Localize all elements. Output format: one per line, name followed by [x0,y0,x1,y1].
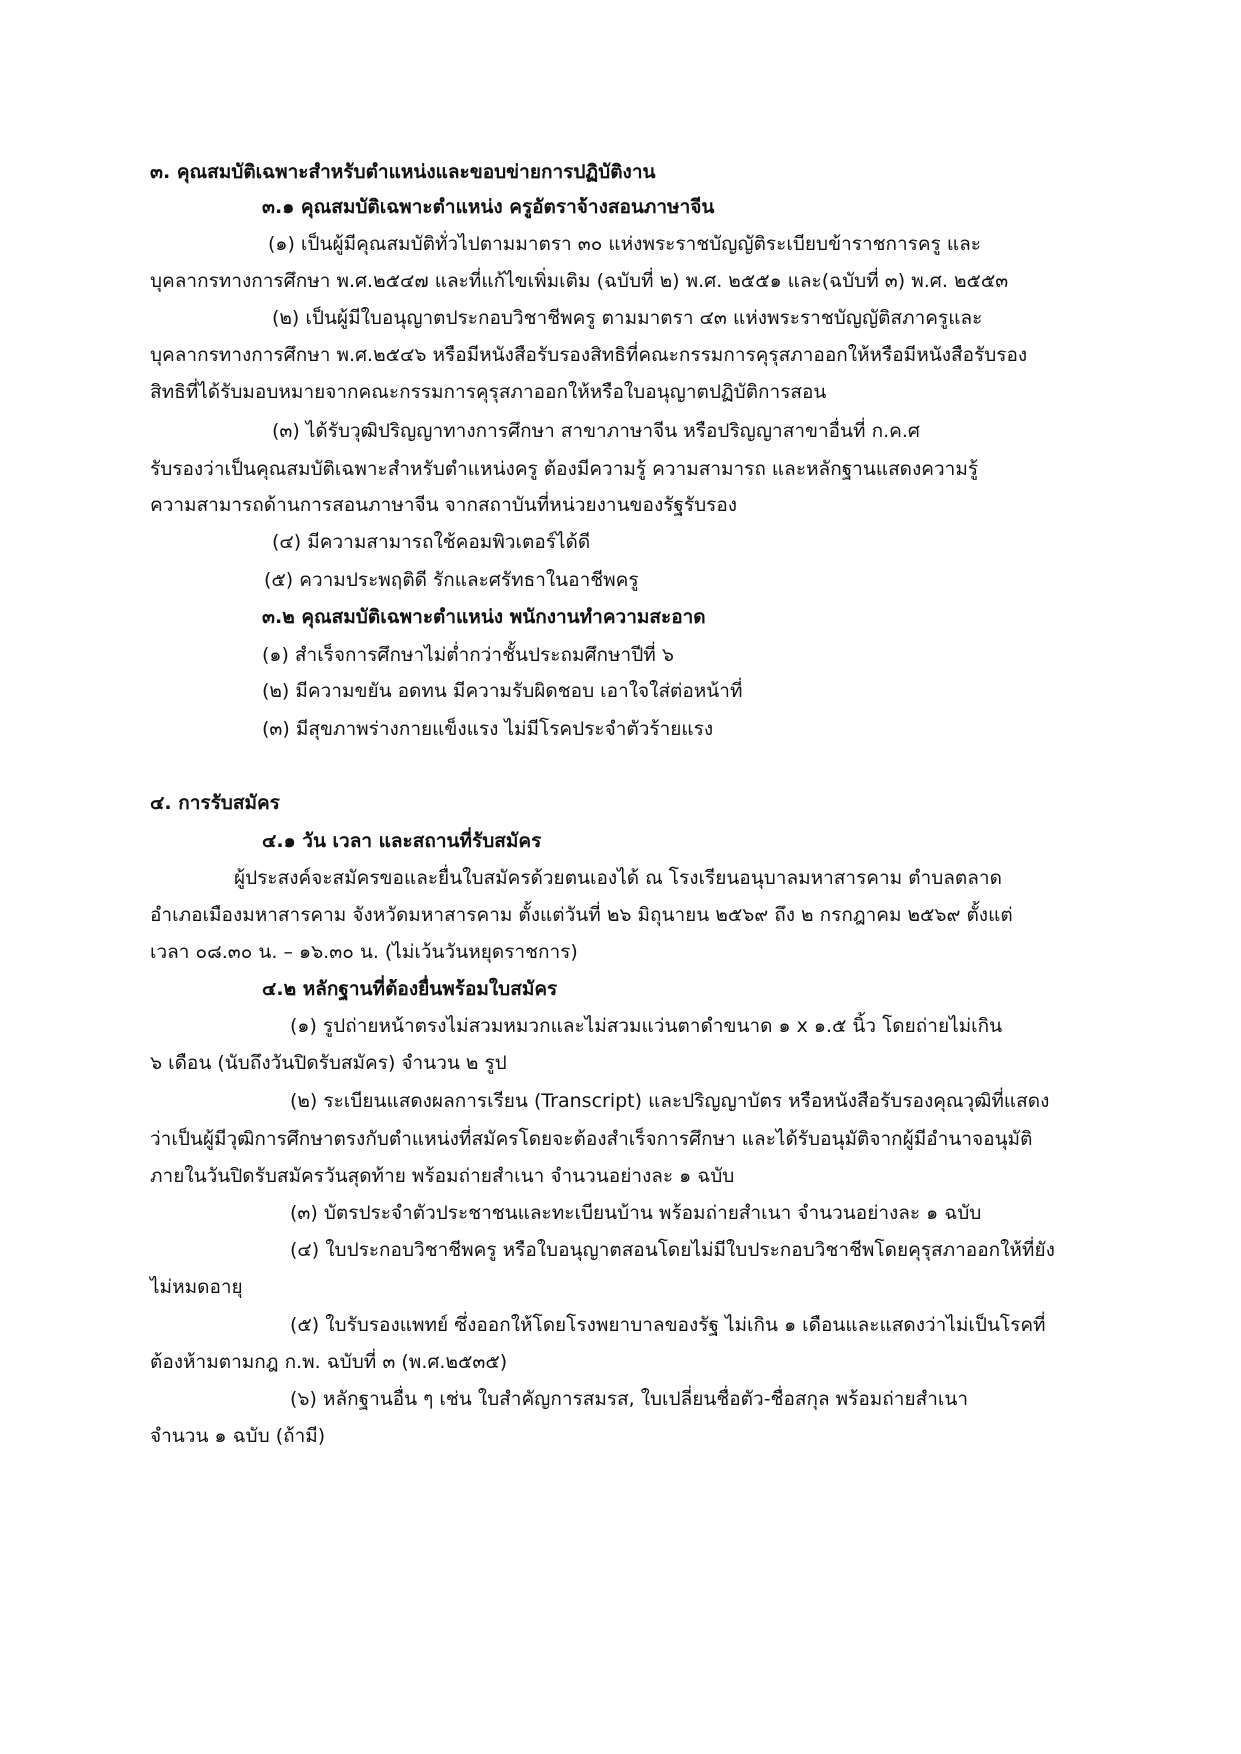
paragraph-line: จำนวน ๑ ฉบับ (ถ้ามี) [150,1425,326,1447]
paragraph-line: (๒) มีความขยัน อดทน มีความรับผิดชอบ เอาใจใส่ต่อหน้าที่ [262,680,743,702]
section-3-heading: ๓. คุณสมบัติเฉพาะสำหรับตำแหน่งและขอบข่ายการปฏิบัติงาน [150,161,656,183]
paragraph-line: ผู้ประสงค์จะสมัครขอและยื่นใบสมัครด้วยตนเองได้ ณ โรงเรียนอนุบาลมหาสารคาม ตำบลตลาด [234,867,1002,889]
paragraph-line: (๑) รูปถ่ายหน้าตรงไม่สวมหมวกและไม่สวมแว่นตาดำขนาด ๑ x ๑.๕ นิ้ว โดยถ่ายไม่เกิน [290,1015,1003,1037]
paragraph-line: เวลา ๐๘.๓๐ น. – ๑๖.๓๐ น. (ไม่เว้นวันหยุดราชการ) [150,941,578,963]
section-3-2-heading: ๓.๒ คุณสมบัติเฉพาะตำแหน่ง พนักงานทำความสะอาด [262,606,706,628]
paragraph-line: บุคลากรทางการศึกษา พ.ศ.๒๕๔๗ และที่แก้ไขเพิ่มเติม (ฉบับที่ ๒) พ.ศ. ๒๕๕๑ และ(ฉบับที่ ๓) พ.ศ. ๒๕๕๓ [150,270,1009,292]
paragraph-line: ภายในวันปิดรับสมัครวันสุดท้าย พร้อมถ่ายสำเนา จำนวนอย่างละ ๑ ฉบับ [150,1165,735,1187]
paragraph-line: (๔) ใบประกอบวิชาชีพครู หรือใบอนุญาตสอนโดยไม่มีใบประกอบวิชาชีพโดยคุรุสภาออกให้ที่ยัง [290,1239,1055,1261]
paragraph-line: ไม่หมดอายุ [150,1276,243,1298]
paragraph-line: ต้องห้ามตามกฎ ก.พ. ฉบับที่ ๓ (พ.ศ.๒๕๓๕) [150,1351,508,1373]
paragraph-line: บุคลากรทางการศึกษา พ.ศ.๒๕๔๖ หรือมีหนังสือรับรองสิทธิที่คณะกรรมการคุรุสภาออกให้หรือมีหนังสือรับรอง [150,344,1028,366]
paragraph-line: ความสามารถด้านการสอนภาษาจีน จากสถาบันที่หน่วยงานของรัฐรับรอง [150,494,738,516]
paragraph-line: สิทธิที่ได้รับมอบหมายจากคณะกรรมการคุรุสภาออกให้หรือใบอนุญาตปฏิบัติการสอน [150,381,827,403]
section-4-2-heading: ๔.๒ หลักฐานที่ต้องยื่นพร้อมใบสมัคร [262,978,558,1000]
section-4-1-heading: ๔.๑ วัน เวลา และสถานที่รับสมัคร [262,830,542,852]
paragraph-line: (๓) บัตรประจำตัวประชาชนและทะเบียนบ้าน พร้อมถ่ายสำเนา จำนวนอย่างละ ๑ ฉบับ [290,1202,982,1224]
paragraph-line: (๔) มีความสามารถใช้คอมพิวเตอร์ได้ดี [272,531,591,553]
paragraph-line: อำเภอเมืองมหาสารคาม จังหวัดมหาสารคาม ตั้งแต่วันที่ ๒๖ มิถุนายน ๒๕๖๙ ถึง ๒ กรกฎาคม ๒๕๖๙ ตั้งแต่ [150,904,1013,926]
paragraph-line: (๒) เป็นผู้มีใบอนุญาตประกอบวิชาชีพครู ตามมาตรา ๔๓ แห่งพระราชบัญญัติสภาครูและ [272,307,983,329]
paragraph-line: (๒) ระเบียนแสดงผลการเรียน (Transcript) และปริญญาบัตร หรือหนังสือรับรองคุณวุฒิที่แสดง [290,1090,1050,1112]
paragraph-line: รับรองว่าเป็นคุณสมบัติเฉพาะสำหรับตำแหน่งครู ต้องมีความรู้ ความสามารถ และหลักฐานแสดงความรู้ [150,458,979,480]
section-4-heading: ๔. การรับสมัคร [150,792,280,814]
paragraph-line: (๕) ความประพฤติดี รักและศรัทธาในอาชีพครู [264,569,639,591]
paragraph-line: (๑) เป็นผู้มีคุณสมบัติทั่วไปตามมาตรา ๓๐ แห่งพระราชบัญญัติระเบียบข้าราชการครู และ [268,233,981,255]
paragraph-line: (๑) สำเร็จการศึกษาไม่ต่ำกว่าชั้นประถมศึกษาปีที่ ๖ [262,644,674,666]
paragraph-line: (๓) มีสุขภาพร่างกายแข็งแรง ไม่มีโรคประจำตัวร้ายแรง [262,718,714,740]
paragraph-line: ๖ เดือน (นับถึงวันปิดรับสมัคร) จำนวน ๒ รูป [150,1052,507,1074]
paragraph-line: (๓) ได้รับวุฒิปริญญาทางการศึกษา สาขาภาษาจีน หรือปริญญาสาขาอื่นที่ ก.ค.ศ [272,420,920,442]
paragraph-line: (๕) ใบรับรองแพทย์ ซึ่งออกให้โดยโรงพยาบาลของรัฐ ไม่เกิน ๑ เดือนและแสดงว่าไม่เป็นโรคที่ [290,1314,1046,1336]
paragraph-line: ว่าเป็นผู้มีวุฒิการศึกษาตรงกับตำแหน่งที่สมัครโดยจะต้องสำเร็จการศึกษา และได้รับอนุมัติจากผู้มีอำนาจอนุมัติ [150,1128,1033,1150]
paragraph-line: (๖) หลักฐานอื่น ๆ เช่น ใบสำคัญการสมรส, ใบเปลี่ยนชื่อตัว-ชื่อสกุล พร้อมถ่ายสำเนา [290,1388,969,1410]
section-3-1-heading: ๓.๑ คุณสมบัติเฉพาะตำแหน่ง ครูอัตราจ้างสอนภาษาจีน [262,196,715,218]
